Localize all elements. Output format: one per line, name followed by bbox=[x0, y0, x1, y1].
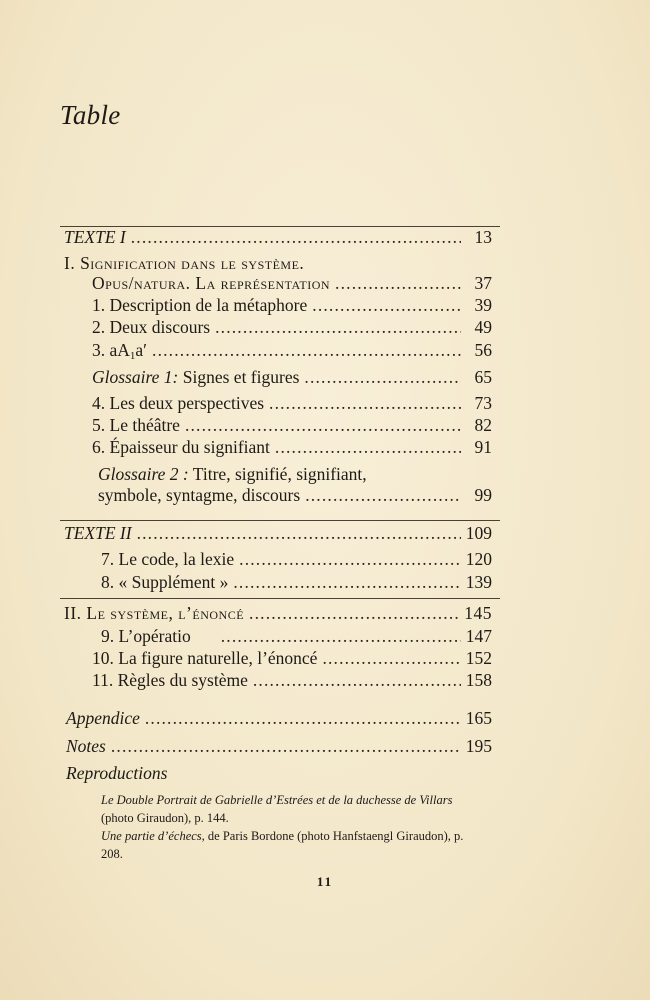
toc-entry-label: 3. $aA_1a'$ bbox=[92, 340, 148, 362]
toc-entry-page: 145 bbox=[464, 603, 492, 623]
toc-entry-page: 195 bbox=[465, 736, 492, 756]
reproduction-title: Le Double Portrait de Gabrielle d’Estrées et de la duchesse de Villars bbox=[101, 793, 453, 807]
toc-entry-label: 11. Règles du système bbox=[92, 670, 248, 690]
toc-entry-systeme bbox=[64, 602, 492, 624]
toc-entry-8 bbox=[101, 571, 492, 593]
section-rule bbox=[60, 520, 500, 521]
toc-entry-label: 9. L’opératio bbox=[101, 626, 191, 646]
toc-entry-page: 91 bbox=[474, 437, 492, 457]
page-number: 11 bbox=[316, 874, 334, 889]
toc-entry-1 bbox=[92, 294, 492, 316]
toc-entry-page: 139 bbox=[465, 572, 492, 592]
toc-entry-label: 6. Épaisseur du signifiant bbox=[92, 437, 270, 457]
toc-entry-3 bbox=[92, 339, 492, 367]
toc-entry-glossaire-2 bbox=[98, 484, 492, 506]
toc-entry-page: 65 bbox=[474, 367, 492, 387]
reproduction-title: Une partie d’échecs, bbox=[101, 829, 205, 843]
reproduction-credit: de Paris Bordone (photo Hanfstaengl Giraudon), p. 208. bbox=[101, 829, 464, 861]
toc-entry-opus-natura bbox=[92, 272, 492, 294]
toc-entry-5 bbox=[92, 414, 492, 436]
toc-entry-page: 147 bbox=[465, 626, 492, 646]
toc-entry-10 bbox=[92, 647, 492, 669]
toc-entry-label: 4. Les deux perspectives bbox=[92, 393, 265, 413]
section-rule bbox=[60, 598, 500, 599]
toc-entry-page: 109 bbox=[465, 523, 492, 543]
toc-entry-4 bbox=[92, 392, 492, 414]
toc-entry-page: 49 bbox=[474, 317, 492, 337]
toc-entry-label: 5. Le théâtre bbox=[92, 415, 180, 435]
toc-entry-page: 39 bbox=[474, 295, 492, 315]
toc-entry-2 bbox=[92, 316, 492, 338]
toc-entry-label: 1. Description de la métaphore bbox=[92, 295, 308, 315]
toc-entry-page: 158 bbox=[465, 670, 492, 690]
page-title: Table bbox=[60, 100, 121, 130]
toc-entry-label: Notes bbox=[66, 736, 106, 756]
toc-entry-page: 13 bbox=[474, 227, 492, 247]
toc-glossaire-2-line: Glossaire 2 : Titre, signifié, signifiant, bbox=[98, 464, 367, 484]
reproduction-credit: (photo Giraudon), p. 144. bbox=[101, 811, 229, 825]
toc-entry-page: 82 bbox=[474, 415, 492, 435]
toc-entry-page: 99 bbox=[474, 485, 492, 505]
toc-entry-page: 152 bbox=[465, 648, 492, 668]
toc-entry-page: 37 bbox=[474, 273, 492, 293]
toc-entry-7 bbox=[101, 548, 492, 570]
toc-entry-label: Opus/natura. La représentation bbox=[92, 273, 331, 293]
toc-entry-label: 10. La figure naturelle, l’énoncé bbox=[92, 648, 318, 668]
toc-entry-page: 73 bbox=[474, 393, 492, 413]
toc-entry-label: Glossaire 1: Signes et figures bbox=[92, 367, 300, 387]
toc-entry-reproductions: Reproductions bbox=[66, 763, 168, 783]
toc-entry-6 bbox=[92, 436, 492, 458]
toc-entry-appendice bbox=[66, 707, 492, 729]
toc-entry-page: 56 bbox=[474, 340, 492, 360]
toc-entry-11 bbox=[92, 669, 492, 691]
toc-entry-label: Appendice bbox=[66, 708, 140, 728]
toc-entry-label: II. Le système, l’énoncé bbox=[64, 603, 245, 623]
toc-entry-texte-1 bbox=[64, 226, 492, 248]
toc-entry-9 bbox=[101, 625, 492, 647]
toc-section-heading: I. Signification dans le système. bbox=[64, 253, 305, 273]
toc-entry-page: 120 bbox=[465, 549, 492, 569]
reproduction-item bbox=[101, 791, 481, 827]
toc-entry-label: TEXTE II bbox=[64, 523, 132, 543]
toc-entry-label: 8. « Supplément » bbox=[101, 572, 229, 592]
toc-entry-label: 7. Le code, la lexie bbox=[101, 549, 235, 569]
toc-entry-label: 2. Deux discours bbox=[92, 317, 211, 337]
toc-entry-label: TEXTE I bbox=[64, 227, 126, 247]
toc-entry-notes bbox=[66, 735, 492, 757]
reproduction-item bbox=[101, 827, 481, 863]
toc-entry-texte-2 bbox=[64, 522, 492, 544]
toc-entry-glossaire-1 bbox=[92, 366, 492, 388]
toc-entry-page: 165 bbox=[465, 708, 492, 728]
toc-entry-label: symbole, syntagme, discours bbox=[98, 485, 301, 505]
